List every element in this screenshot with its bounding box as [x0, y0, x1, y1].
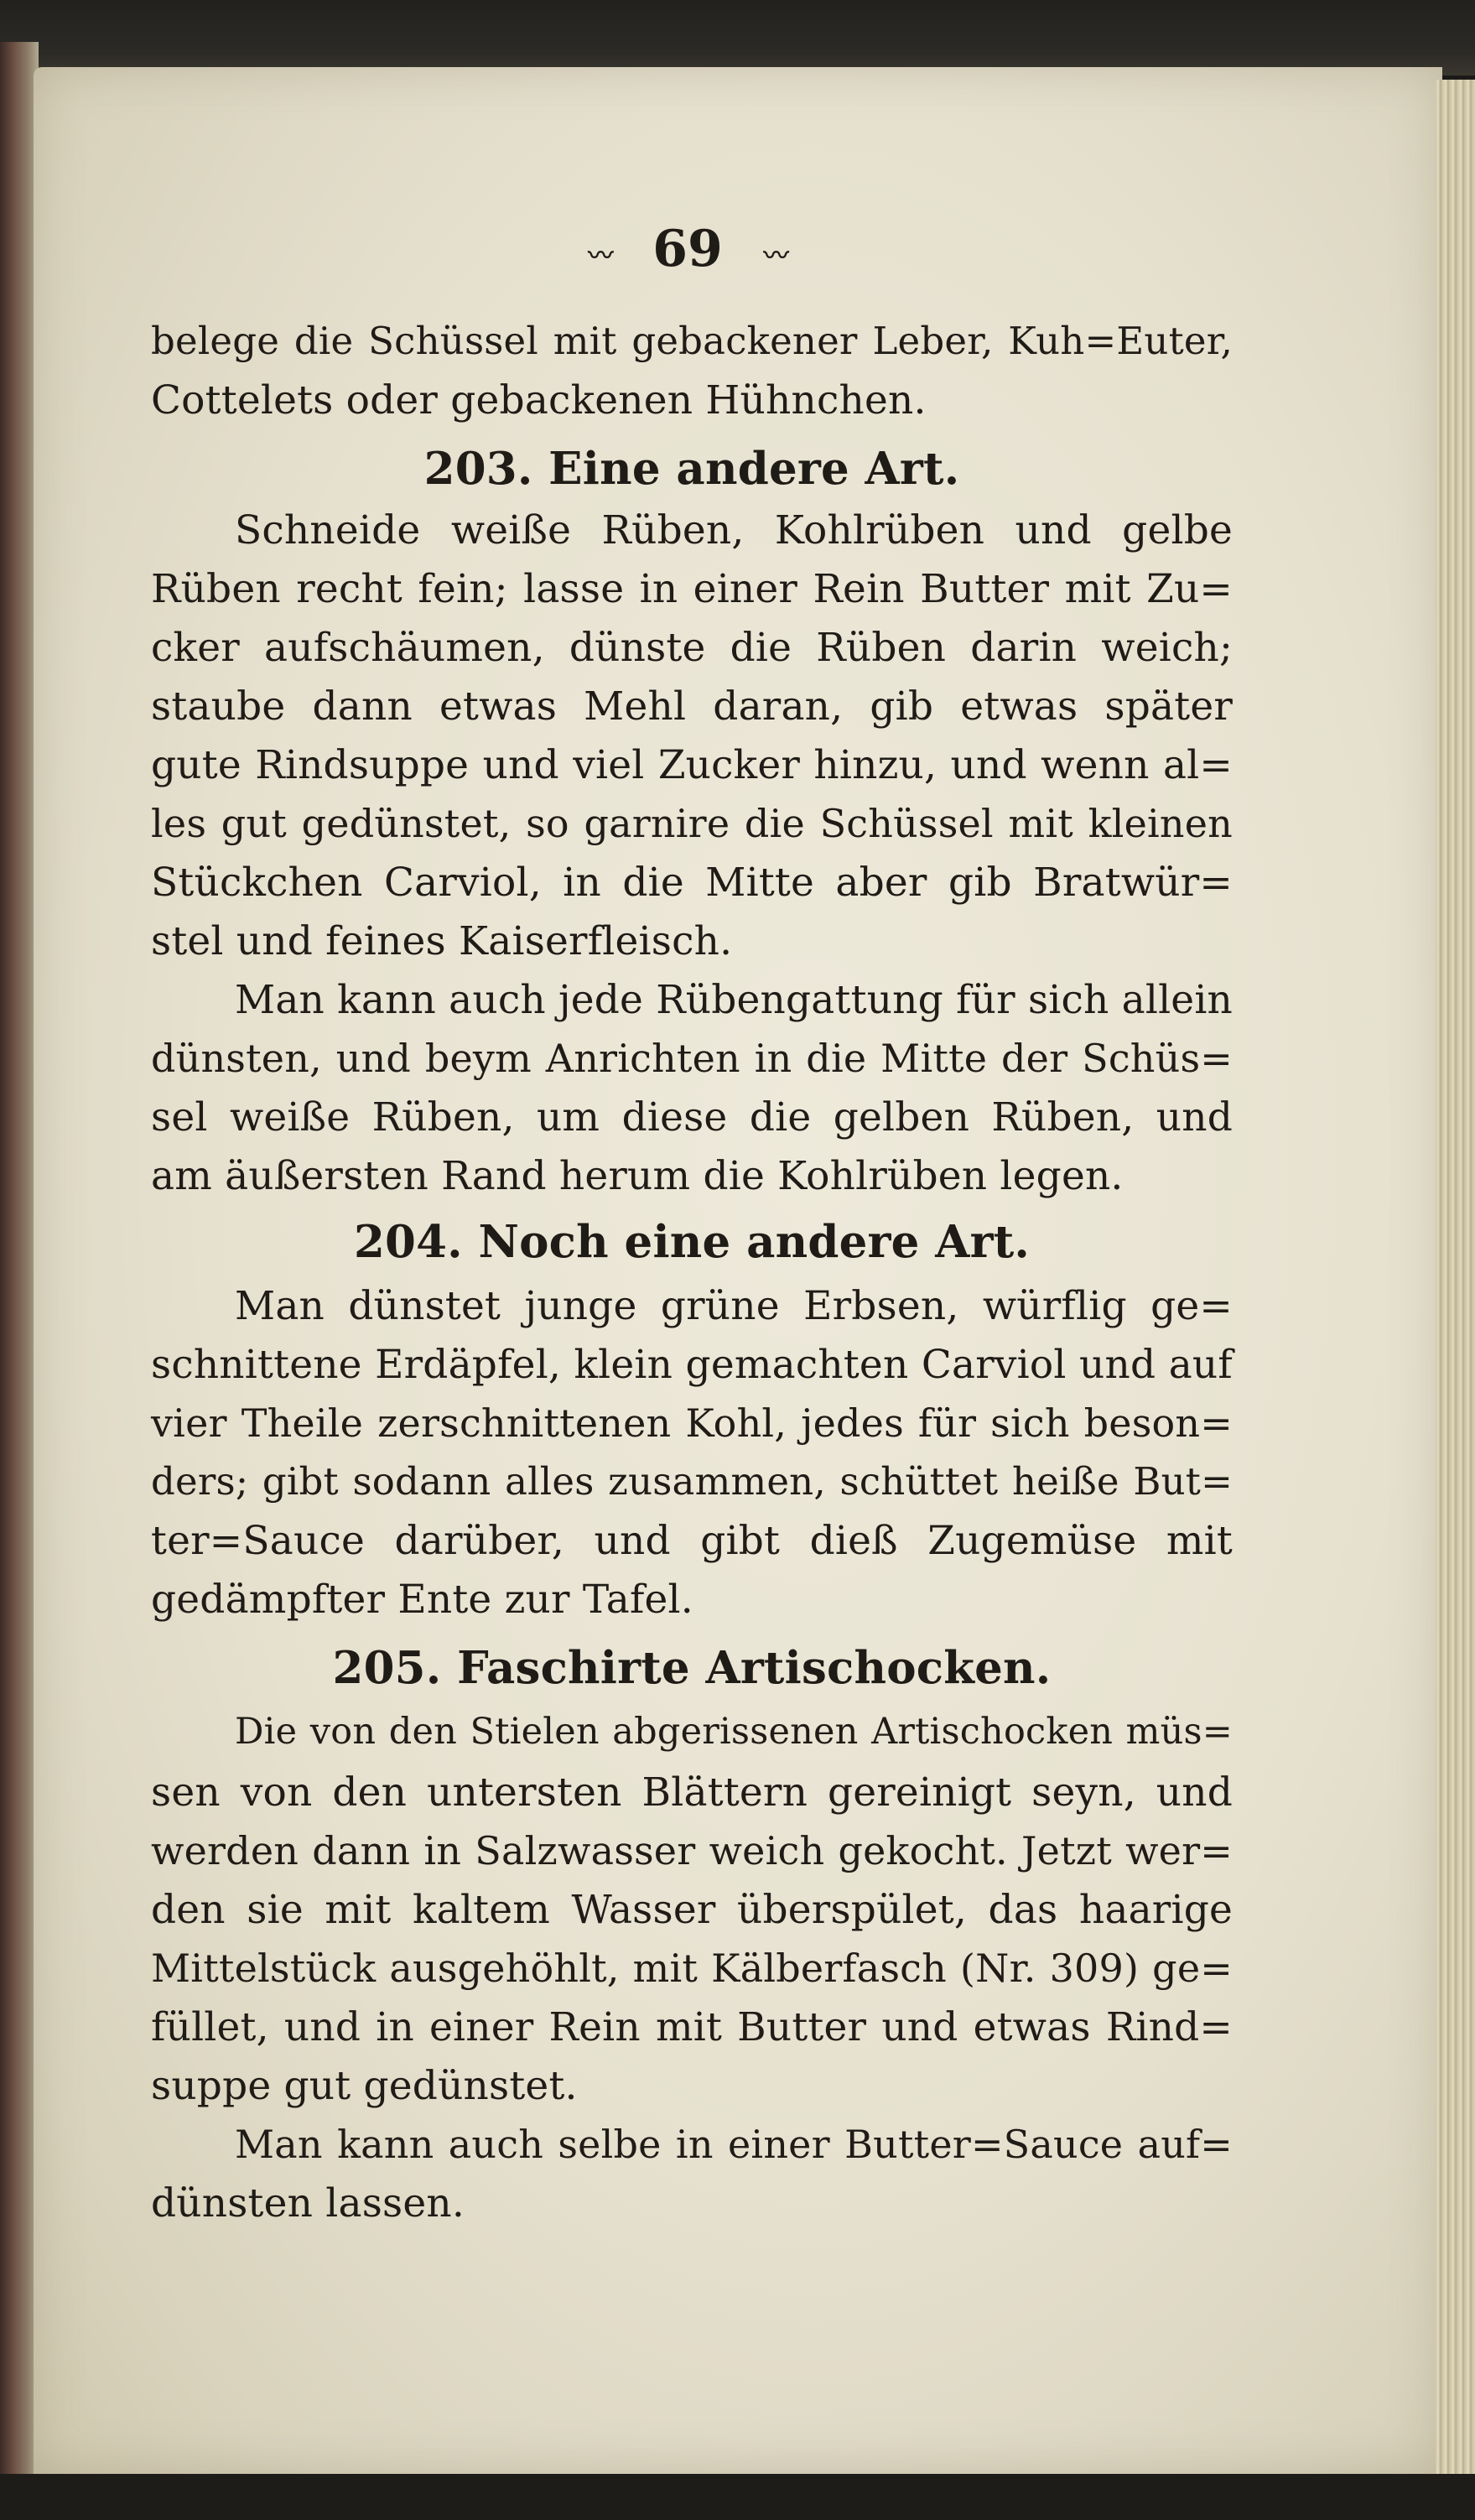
page-number-header [520, 220, 855, 278]
recipe-heading-204: 204. Noch eine andere Art. [353, 1216, 1031, 1268]
text-line: den sie mit kaltem Wasser überspület, das haarige [151, 1887, 1233, 1933]
page-number: 69 [652, 220, 723, 278]
ornament-right: 〰 [763, 241, 787, 271]
text-line: Stückchen Carviol, in die Mitte aber gib Bratwür= [151, 860, 1233, 906]
paper-sheet [34, 67, 1442, 2474]
text-line: dünsten lassen. [151, 2180, 465, 2226]
text-line: staube dann etwas Mehl daran, gib etwas später [151, 683, 1233, 730]
text-line: schnittene Erdäpfel, klein gemachten Carviol und auf [151, 1342, 1233, 1388]
text-line: cker aufschäumen, dünste die Rüben darin weich; [151, 625, 1233, 671]
text-line: sen von den untersten Blättern gereinigt seyn, und [151, 1769, 1233, 1816]
text-line: ders; gibt sodann alles zusammen, schüttet heiße But= [151, 1459, 1233, 1504]
text-line: Schneide weiße Rüben, Kohlrüben und gelbe [235, 507, 1233, 553]
text-line: Mittelstück ausgehöhlt, mit Kälberfasch (Nr. 309) ge= [151, 1946, 1233, 1991]
text-line: les gut gedünstet, so garnire die Schüssel mit kleinen [151, 801, 1233, 846]
text-line: gute Rindsuppe und viel Zucker hinzu, und wenn al= [151, 742, 1233, 788]
text-line: suppe gut gedünstet. [151, 2063, 578, 2109]
page-edges [1436, 80, 1475, 2478]
text-line: am äußersten Rand herum die Kohlrüben legen. [151, 1153, 1124, 1199]
text-line: dünsten, und beym Anrichten in die Mitte der Schüs= [151, 1036, 1233, 1081]
text-line: vier Theile zerschnittenen Kohl, jedes für sich beson= [151, 1400, 1233, 1446]
text-line: werden dann in Salzwasser weich gekocht. Jetzt wer= [151, 1828, 1233, 1873]
text-line: ter=Sauce darüber, und gibt dieß Zugemüse mit [151, 1518, 1233, 1564]
text-line: Cottelets oder gebackenen Hühnchen. [151, 377, 927, 423]
top-edge [0, 0, 1475, 75]
text-line: Die von den Stielen abgerissenen Artischocken müs= [235, 1711, 1233, 1753]
text-line: Rüben recht fein; lasse in einer Rein Butter mit Zu= [151, 566, 1233, 612]
text-line: stel und feines Kaiserfleisch. [151, 918, 733, 964]
text-line: belege die Schüssel mit gebackener Leber, Kuh=Euter, [151, 319, 1233, 363]
text-line: Man kann auch selbe in einer Butter=Sauce auf= [235, 2122, 1233, 2167]
recipe-heading-205: 205. Faschirte Artischocken. [332, 1642, 1052, 1694]
recipe-heading-203: 203. Eine andere Art. [423, 443, 960, 495]
text-line: Man dünstet junge grüne Erbsen, würflig ge= [235, 1283, 1233, 1329]
text-line: Man kann auch jede Rübengattung für sich allein [235, 977, 1233, 1023]
ornament-left: 〰 [588, 241, 612, 271]
bottom-edge [0, 2474, 1475, 2520]
text-line: füllet, und in einer Rein mit Butter und etwas Rind= [151, 2004, 1233, 2050]
text-line: sel weiße Rüben, um diese die gelben Rüben, und [151, 1094, 1233, 1140]
text-line: gedämpfter Ente zur Tafel. [151, 1577, 693, 1623]
